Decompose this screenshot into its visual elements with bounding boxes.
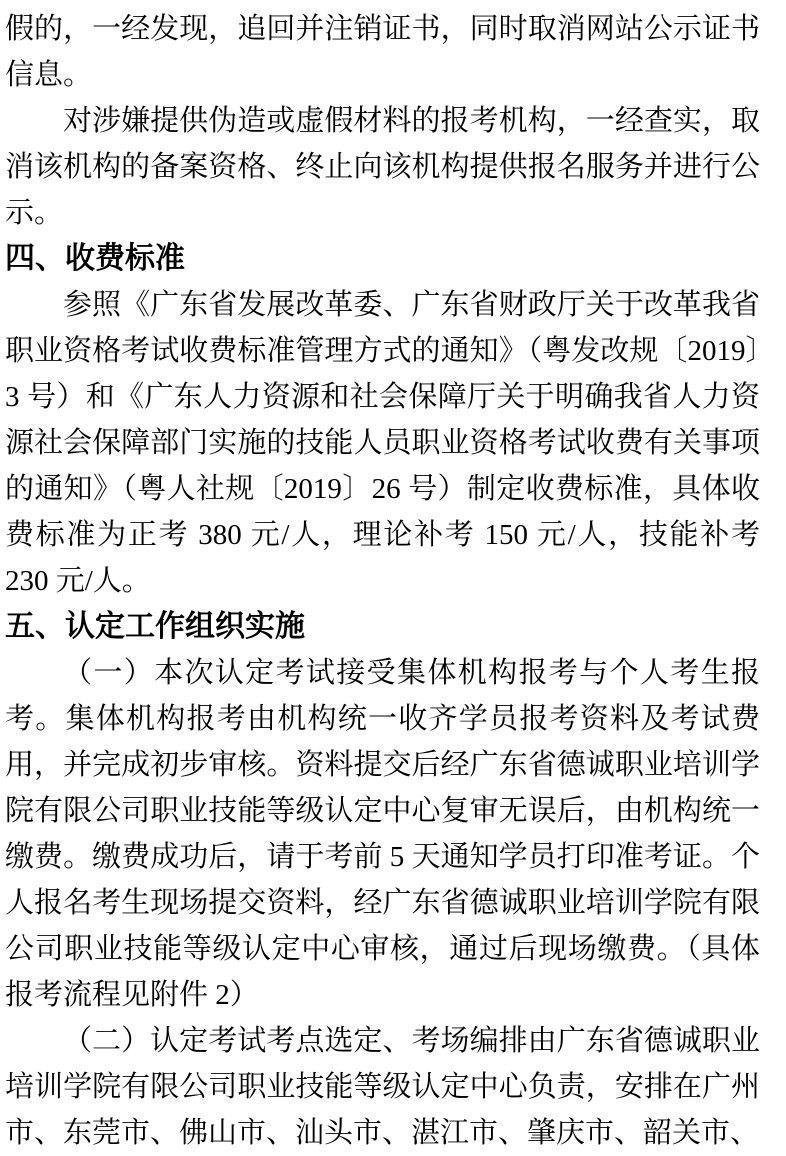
- section-heading-fee-standard: 四、收费标准: [5, 242, 185, 275]
- paragraph-fee-standard-detail: 参照《广东省发展改革委、广东省财政厅关于改革我省职业资格考试收费标准管理方式的通知》（粤发改规〔2019〕3 号）和《广东人力资源和社会保障厅关于明确我省人力资源社会保障部门实施的技能人员职业资格考试收费有关事项的通知》（粤人社规〔2019〕26 号）制定收费标准，具体收费标准为正考 380 元/人，理论补考 150 元/人，技能补考 230 元/人。: [5, 289, 760, 597]
- paragraph-certificate-revocation: 假的，一经发现，追回并注销证书，同时取消网站公示证书信息。: [5, 13, 760, 91]
- paragraph-fraud-penalty: 对涉嫌提供伪造或虚假材料的报考机构，一经查实，取消该机构的备案资格、终止向该机构提供报名服务并进行公示。: [5, 105, 760, 229]
- paragraph-exam-site-arrangement: （二）认定考试考点选定、考场编排由广东省德诚职业培训学院有限公司职业技能等级认定中心负责，安排在广州市、东莞市、佛山市、汕头市、湛江市、肇庆市、韶关市、: [5, 1025, 760, 1149]
- section-heading-implementation: 五、认定工作组织实施: [5, 610, 305, 643]
- paragraph-registration-process: （一）本次认定考试接受集体机构报考与个人考生报考。集体机构报考由机构统一收齐学员报考资料及考试费用，并完成初步审核。资料提交后经广东省德诚职业培训学院有限公司职业技能等级认定中心复审无误后，由机构统一缴费。缴费成功后，请于考前 5 天通知学员打印准考证。个人报名考生现场提交资料，经广东省德诚职业培训学院有限公司职业技能等级认定中心审核，通过后现场缴费。（具体报考流程见附件 2）: [5, 657, 760, 1011]
